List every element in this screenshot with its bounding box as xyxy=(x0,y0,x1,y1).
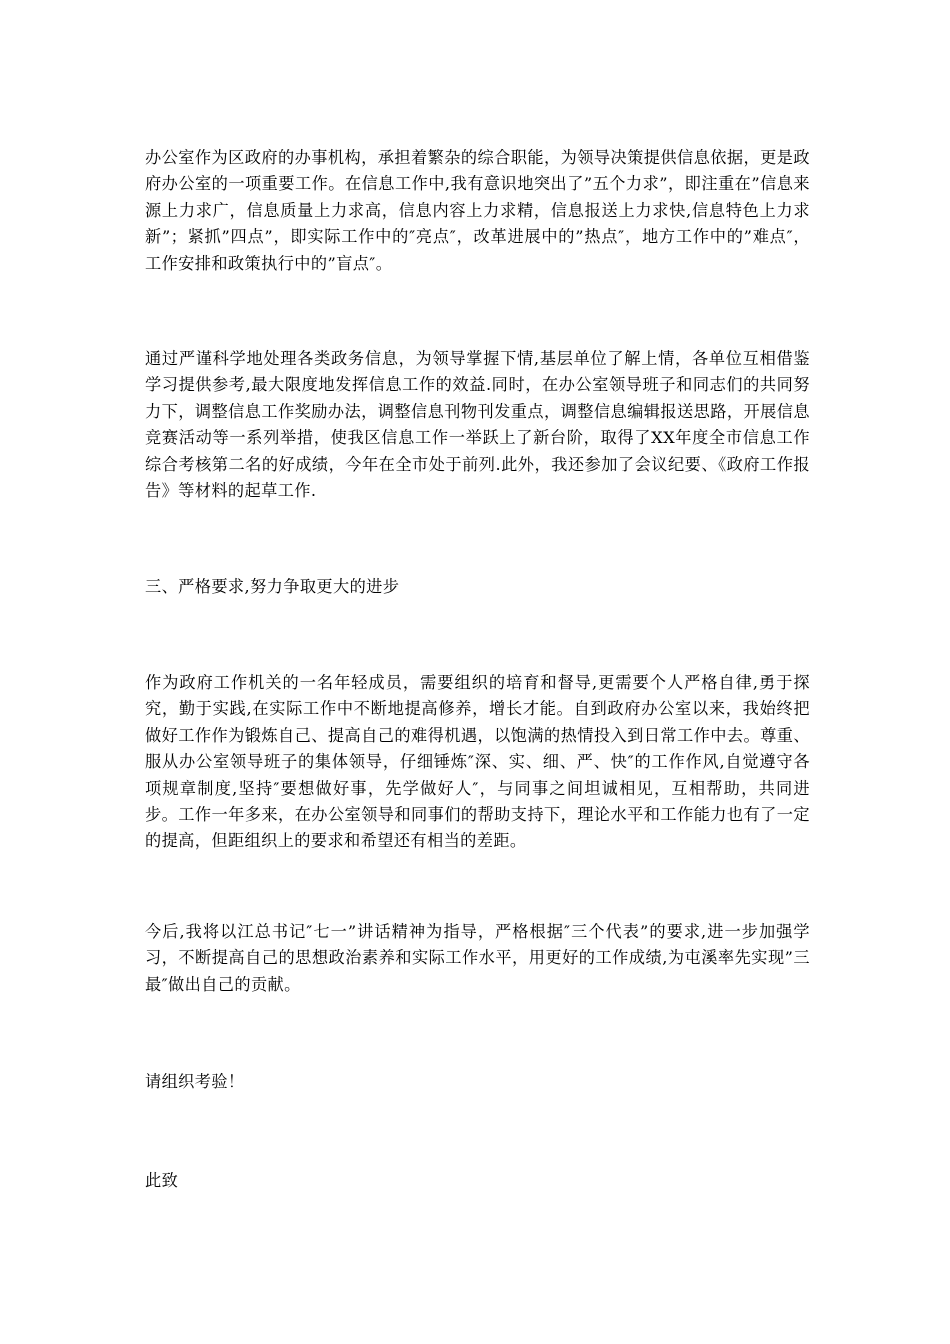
section-heading-strict-requirements: 三、严格要求,努力争取更大的进步 xyxy=(145,577,400,596)
paragraph-self-discipline: 作为政府工作机关的一名年轻成员，需要组织的培育和督导,更需要个人严格自律,勇于探究，勤于实践,在实际工作中不断地提高修养，增长才能。自到政府办公室以来，我始终把做好工作作为锻炼自己、提高自己的难得机遇，以饱满的热情投入到日常工作中去。尊重、服从办公室领导班子的集体领导，仔细锤炼″深、实、细、严、快″的工作作风,自觉遵守各项规章制度,坚持″要想做好事，先学做好人″，与同事之间坦诚相见，互相帮助，共同进步。工作一年多来，在办公室领导和同事们的帮助支持下，理论水平和工作能力也有了一定的提高，但距组织上的要求和希望还有相当的差距。 xyxy=(145,673,810,851)
paragraph-information-work: 办公室作为区政府的办事机构，承担着繁杂的综合职能，为领导决策提供信息依据，更是政府办公室的一项重要工作。在信息工作中,我有意识地突出了”五个力求”，即注重在”信息来源上力求广，信息质量上力求高，信息内容上力求精，信息报送上力求快,信息特色上力求新”；紧抓”四点”，即实际工作中的″亮点″，改革进展中的”热点″，地方工作中的”难点″，工作安排和政策执行中的”盲点″。 xyxy=(145,148,810,273)
paragraph-information-results: 通过严谨科学地处理各类政务信息，为领导掌握下情,基层单位了解上情，各单位互相借鉴学习提供参考,最大限度地发挥信息工作的效益.同时，在办公室领导班子和同志们的共同努力下，调整信息工作奖励办法，调整信息刊物刊发重点，调整信息编辑报送思路，开展信息竞赛活动等一系列举措，使我区信息工作一举跃上了新台阶，取得了XX年度全市信息工作综合考核第二名的好成绩，今年在全市处于前列.此外，我还参加了会议纪要、《政府工作报告》等材料的起草工作. xyxy=(145,349,810,501)
paragraph-future-plans: 今后,我将以江总书记″七一”讲话精神为指导，严格根据″三个代表”的要求,进一步加强学习，不断提高自己的思想政治素养和实际工作水平，用更好的工作成绩,为屯溪率先实现”三最″做出自己的贡献。 xyxy=(145,922,810,994)
closing-request: 请组织考验！ xyxy=(145,1072,245,1091)
closing-salutation: 此致 xyxy=(145,1171,179,1190)
